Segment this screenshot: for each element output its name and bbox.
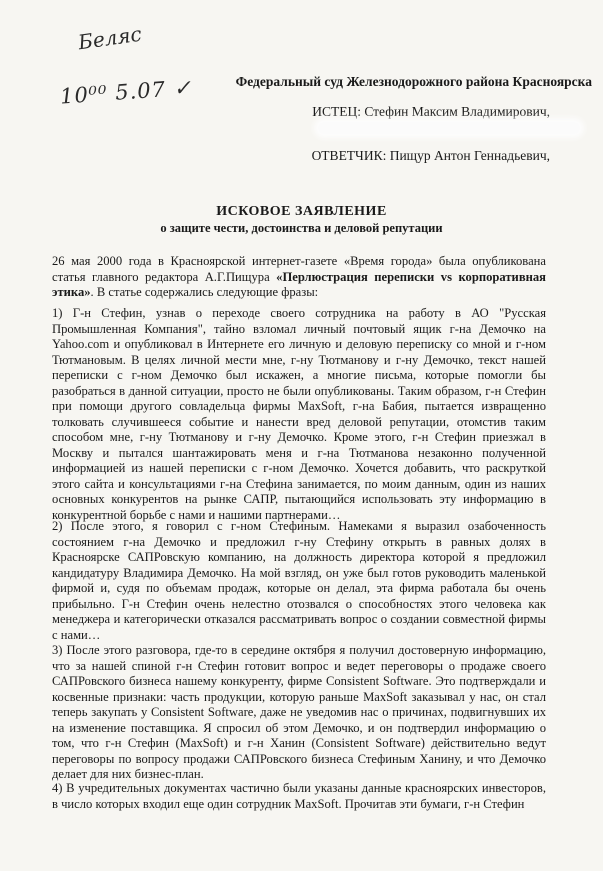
handwritten-note-top: Беляс bbox=[76, 21, 144, 55]
paragraph-4: 4) В учредительных документах частично были указаны данные красноярских инвесторов, в число которых входил еще один сотрудник MaxSoft. Прочитав эти бумаги, г-н Стефин bbox=[52, 781, 546, 811]
redacted-area bbox=[318, 122, 580, 134]
intro-paragraph bbox=[52, 254, 546, 301]
document-subtitle: о защите чести, достоинства и деловой репутации bbox=[160, 221, 443, 235]
plaintiff-line: ИСТЕЦ: Стефин Максим Владимирович, bbox=[312, 104, 550, 119]
article-title: «Перлюстрация переписки vs корпоративная этика» bbox=[52, 269, 546, 299]
court-name: Федеральный суд Железнодорожного района Красноярска bbox=[235, 74, 592, 89]
defendant-line: ОТВЕТЧИК: Пищур Антон Геннадьевич, bbox=[311, 148, 550, 163]
paragraph-2: 2) После этого, я говорил с г-ном Стефиным. Намеками я выразил озабоченность состоянием г-на Демочко и предложил г-ну Стефину открыть в равных долях в Красноярске САПРовскую компанию, на должность директора которой я предложил кандидатуру Владимира Демочко. На мой взгляд, он уже был готов руководить маленькой фирмой и, судя по объемам продаж, которые он делал, эта фирма работала бы очень прибыльно. Г-н Стефин очень нелестно отозвался о способностях этого человека как менеджера и категорически отказался рассматривать вопрос о создании совместной фирмы с нами… bbox=[52, 519, 546, 642]
document-title: ИСКОВОЕ ЗАЯВЛЕНИЕ bbox=[216, 204, 387, 219]
paragraph-1: 1) Г-н Стефин, узнав о переходе своего сотрудника на работу в АО "Русская Промышленная Компания", тайно взломал личный почтовый ящик г-на Демочко на Yahoo.com и опубликовал в Интернете его личную и деловую переписку со мной и г-ном Тютмановым. В целях личной мести мне, г-ну Тютманову и г-ну Демочко, текст нашей переписки с г-ном Демочко был искажен, а многие письма, которые помогли бы разобраться в данной ситуации, просто не были опубликованы. Таким образом, г-н Стефин при помощи другого совладельца фирмы MaxSoft, г-на Бабия, пытается извращенно толковать случившееся событие и нанести вред деловой репутации, отомстив таким способом мне, г-ну Тютманову и г-ну Демочко. Кроме этого, г-н Стефин приезжал в Москву и пытался шантажировать меня и г-на Тютманова незаконно полученной информацией из нашей переписки с г-ном Демочко. Хочется добавить, что раскруткой этого сайта и консультациями г-на Стефина занимается, по моим данным, один из наших основных конкурентов на рынке САПР, пытающийся использовать эту информацию в конкурентной борьбе с нами и нашими партнерами… bbox=[52, 306, 546, 522]
paragraph-3: 3) После этого разговора, где-то в середине октября я получил достоверную информацию, что за нашей спиной г-н Стефин готовит вопрос и ведет переговоры о продаже своего САПРовского бизнеса нашему конкуренту, фирме Consistent Software. Это подтверждали и косвенные признаки: часть продукции, которую раньше MaxSoft заказывал у нас, он стал теперь закупать у Consistent Software, даже не уведомив нас о причинах, подвигнувших их на изменение поставщика. Я спросил об этом Демочко, и он подтвердил информацию о том, что г-н Стефин (MaxSoft) и г-н Ханин (Consistent Software) действительно ведут переговоры по вопросу продажи САПРовского бизнеса Стефиным Ханину, и что Демочко делает для них бизнес-план. bbox=[52, 643, 546, 781]
intro-text-2: . В статье содержались следующие фразы: bbox=[90, 285, 319, 299]
handwritten-note-number: 10⁰⁰ 5.07 ✓ bbox=[59, 75, 193, 109]
intro-text-1: 26 мая 2000 года в Красноярской интернет-газете «Время города» была опубликована статья главного редактора А.Г.Пищура bbox=[52, 254, 546, 284]
